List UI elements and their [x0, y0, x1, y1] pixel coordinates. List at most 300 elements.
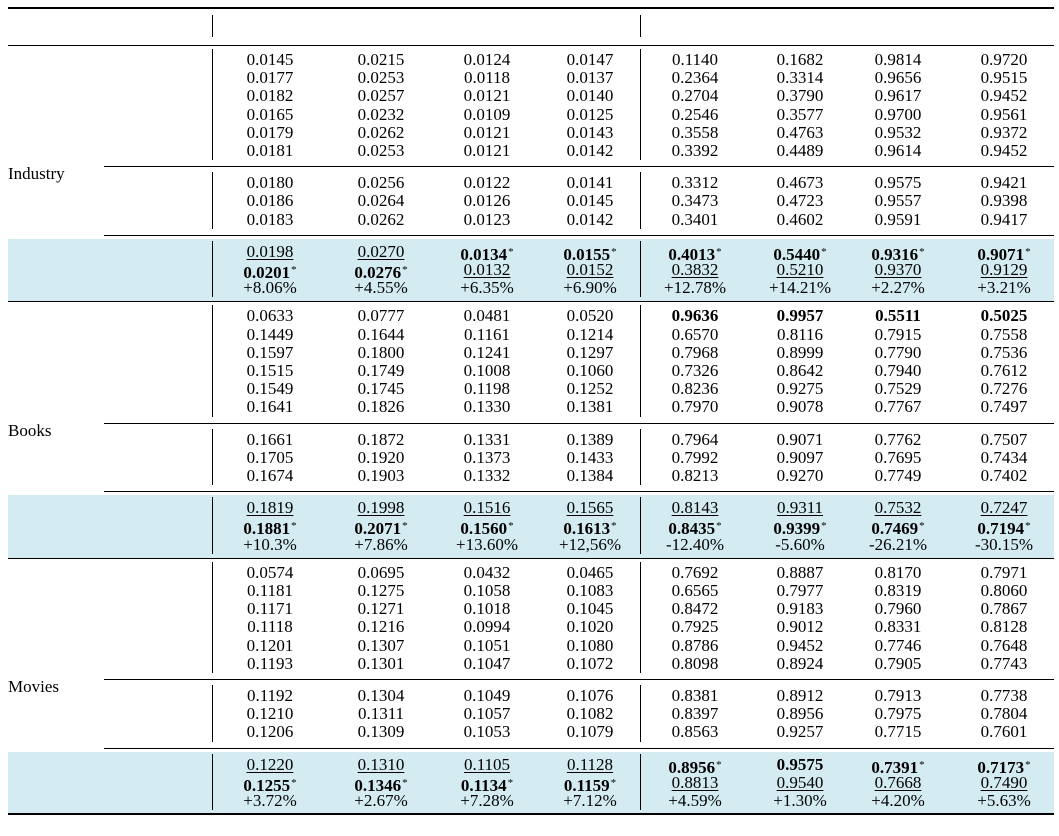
metric-value	[944, 467, 1059, 485]
metric-number: 0.1597	[246, 342, 294, 362]
metric-number: 0.6565	[671, 581, 719, 600]
metric-number: 0.0695	[357, 562, 405, 582]
significance-mark: *	[402, 264, 408, 276]
metric-number: 0.7743	[980, 653, 1028, 673]
metric-value	[530, 431, 650, 449]
metric-value	[210, 499, 330, 517]
metric-number: 0.2546	[671, 104, 719, 124]
metric-number: 0.9398	[980, 191, 1028, 211]
metric-number: 0.1171	[246, 599, 294, 619]
metric-value	[210, 564, 330, 582]
metric-value	[944, 637, 1059, 655]
metric-value	[838, 142, 958, 160]
metric-value	[635, 687, 755, 705]
metric-value	[944, 380, 1059, 398]
metric-value	[944, 326, 1059, 344]
metric-value	[210, 326, 330, 344]
metric-value	[530, 449, 650, 467]
metric-number: 0.1105	[463, 754, 511, 774]
metric-value	[635, 467, 755, 485]
metric-value	[427, 87, 547, 105]
metric-value	[210, 344, 330, 362]
metric-number: 0.8128	[980, 617, 1028, 637]
metric-number: 0.4763	[776, 122, 824, 142]
metric-number: 0.0270	[357, 241, 405, 261]
metric-value	[427, 467, 547, 485]
metric-number: 0.2364	[671, 68, 719, 88]
metric-value	[944, 499, 1059, 517]
metric-number: +6.90%	[563, 278, 617, 298]
metric-value	[838, 51, 958, 69]
metric-value	[838, 124, 958, 142]
bottom-rule	[8, 813, 1054, 815]
metric-number: 0.3790	[776, 86, 824, 106]
significance-mark: *	[611, 520, 617, 533]
metric-number: 0.1384	[566, 466, 614, 485]
metric-number: 0.7532	[874, 498, 922, 518]
metric-value	[635, 326, 755, 344]
metric-number: 0.1057	[463, 704, 511, 724]
metric-number: 0.7971	[980, 562, 1028, 582]
metric-value	[635, 618, 755, 636]
metric-value	[838, 723, 958, 741]
metric-value	[838, 69, 958, 87]
metric-value	[321, 380, 441, 398]
metric-value	[427, 398, 547, 416]
metric-value	[210, 431, 330, 449]
metric-value	[210, 51, 330, 69]
metric-number: 0.2704	[671, 86, 719, 106]
metric-value	[210, 87, 330, 105]
metric-value	[427, 431, 547, 449]
metric-number: 0.7326	[671, 361, 719, 380]
metric-number: 0.7391	[871, 757, 919, 777]
metric-value	[838, 792, 958, 810]
metric-number: 0.0215	[357, 50, 405, 69]
metric-number: 0.1449	[246, 324, 294, 344]
significance-mark: *	[291, 520, 297, 533]
metric-number: 0.0121	[463, 86, 511, 106]
metric-value	[530, 326, 650, 344]
column-separator	[640, 241, 641, 298]
metric-value	[210, 362, 330, 380]
group-separator	[104, 748, 1054, 749]
metric-value	[944, 564, 1059, 582]
metric-number: 0.1301	[357, 653, 405, 673]
metric-number: 0.0232	[357, 104, 405, 124]
metric-value	[838, 774, 958, 792]
metric-value	[427, 723, 547, 741]
metric-value	[944, 211, 1059, 229]
metric-number: 0.9078	[776, 397, 824, 417]
metric-value	[321, 687, 441, 705]
metric-value	[210, 536, 330, 554]
metric-number: -30.15%	[974, 534, 1034, 554]
metric-value	[635, 142, 755, 160]
metric-value	[210, 637, 330, 655]
column-separator	[212, 685, 213, 742]
metric-value	[635, 449, 755, 467]
metric-number: 0.8435	[668, 519, 716, 539]
metric-number: 0.9540	[776, 772, 824, 792]
metric-value	[427, 124, 547, 142]
metric-value	[944, 687, 1059, 705]
column-separator	[212, 562, 213, 673]
metric-number: 0.1047	[463, 653, 511, 673]
metric-value	[530, 174, 650, 192]
column-separator	[640, 305, 641, 416]
metric-number: 0.7601	[980, 722, 1028, 742]
metric-number: 0.3577	[776, 104, 824, 124]
metric-number: 0.9372	[980, 122, 1028, 142]
metric-number: 0.7558	[980, 324, 1028, 344]
metric-number: +2.27%	[871, 278, 925, 298]
metric-number: 0.8786	[671, 635, 719, 655]
metric-number: 0.7715	[874, 722, 922, 742]
column-separator	[212, 497, 213, 554]
metric-value	[321, 344, 441, 362]
metric-number: 0.9575	[776, 754, 824, 774]
metric-value	[321, 106, 441, 124]
metric-number: +3.72%	[243, 791, 297, 810]
metric-value	[944, 142, 1059, 160]
metric-value	[427, 792, 547, 810]
metric-number: 0.9814	[874, 50, 922, 69]
metric-number: 0.0201	[243, 263, 291, 282]
metric-number: 0.9656	[874, 68, 922, 88]
metric-number: 0.9617	[874, 86, 922, 106]
header-rule	[8, 45, 1054, 46]
metric-number: 0.7804	[980, 704, 1028, 724]
metric-value	[530, 637, 650, 655]
metric-value	[635, 174, 755, 192]
metric-number: 0.9515	[980, 68, 1028, 88]
column-separator	[212, 172, 213, 229]
metric-number: 0.1271	[357, 599, 405, 619]
metric-value	[427, 600, 547, 618]
metric-number: 0.7434	[980, 447, 1028, 467]
metric-number: 0.8143	[671, 498, 719, 518]
metric-value	[321, 655, 441, 673]
metric-value	[427, 637, 547, 655]
metric-value	[635, 705, 755, 723]
significance-mark: *	[919, 520, 925, 533]
metric-value	[530, 380, 650, 398]
metric-value	[944, 124, 1059, 142]
metric-number: 0.3558	[671, 122, 719, 142]
significance-mark: *	[919, 245, 925, 258]
metric-number: 0.9316	[871, 244, 919, 264]
metric-value	[321, 279, 441, 297]
metric-value	[838, 380, 958, 398]
metric-value	[944, 279, 1059, 297]
metric-number: 0.4673	[776, 173, 824, 193]
metric-value	[321, 174, 441, 192]
metric-number: 0.1255	[243, 775, 291, 795]
metric-number: 0.0134	[460, 244, 508, 264]
metric-number: 0.0152	[566, 260, 614, 279]
column-separator	[212, 305, 213, 416]
metric-value	[427, 687, 547, 705]
metric-value	[321, 326, 441, 344]
metric-value	[321, 756, 441, 774]
metric-number: 0.1198	[463, 379, 511, 399]
metric-number: 0.1045	[566, 599, 614, 619]
metric-value	[944, 705, 1059, 723]
group-separator	[104, 235, 1054, 236]
metric-number: 0.7915	[874, 324, 922, 344]
metric-value	[530, 124, 650, 142]
metric-value	[530, 261, 650, 279]
metric-number: 0.7497	[980, 397, 1028, 417]
metric-number: 0.1682	[776, 50, 824, 69]
metric-number: 0.1346	[354, 775, 402, 795]
metric-number: 0.7975	[874, 704, 922, 724]
metric-value	[210, 756, 330, 774]
metric-value	[321, 307, 441, 325]
metric-value	[530, 536, 650, 554]
significance-mark: *	[1025, 520, 1031, 533]
metric-value	[635, 51, 755, 69]
significance-mark: *	[291, 264, 297, 276]
metric-number: 0.7905	[874, 653, 922, 673]
metric-value	[838, 536, 958, 554]
metric-number: 0.1214	[566, 324, 614, 344]
metric-number: 0.7925	[671, 617, 719, 637]
section-rule	[8, 558, 1054, 559]
metric-number: 0.8098	[671, 653, 719, 673]
metric-number: 0.1193	[246, 653, 294, 673]
metric-value	[635, 600, 755, 618]
metric-value	[427, 344, 547, 362]
metric-value	[635, 307, 755, 325]
metric-value	[427, 51, 547, 69]
metric-value	[210, 398, 330, 416]
metric-number: 0.1560	[460, 519, 508, 539]
metric-number: 0.1082	[566, 704, 614, 724]
metric-number: 0.1201	[246, 635, 294, 655]
metric-value	[530, 467, 650, 485]
metric-number: 0.1060	[566, 361, 614, 380]
metric-value	[838, 705, 958, 723]
group-separator	[104, 679, 1054, 680]
metric-value	[838, 582, 958, 600]
metric-number: 0.3832	[671, 260, 719, 279]
metric-number: 0.7867	[980, 599, 1028, 619]
group-separator	[104, 423, 1054, 424]
metric-value	[530, 756, 650, 774]
dataset-label: Industry	[8, 164, 65, 184]
metric-number: 0.1310	[357, 754, 405, 774]
metric-number: 0.0181	[246, 141, 294, 160]
metric-number: 0.8912	[776, 686, 824, 705]
metric-value	[427, 307, 547, 325]
metric-number: 0.0262	[357, 122, 405, 142]
metric-value	[838, 192, 958, 210]
metric-number: 0.1644	[357, 324, 405, 344]
metric-value	[530, 106, 650, 124]
metric-number: +12.78%	[664, 278, 726, 298]
metric-value	[944, 261, 1059, 279]
metric-number: 0.0633	[246, 306, 294, 326]
metric-number: 0.9370	[874, 260, 922, 279]
metric-number: 0.7992	[671, 447, 719, 467]
column-separator	[640, 685, 641, 742]
metric-number: 0.1140	[671, 50, 719, 69]
metric-value	[321, 792, 441, 810]
column-separator	[212, 754, 213, 811]
metric-value	[210, 687, 330, 705]
metric-number: 0.7940	[874, 361, 922, 380]
metric-number: 0.8956	[776, 704, 824, 724]
metric-value	[944, 449, 1059, 467]
metric-value	[427, 564, 547, 582]
metric-number: 0.1331	[463, 429, 511, 449]
metric-number: 0.0264	[357, 191, 405, 211]
metric-number: 0.8319	[874, 581, 922, 600]
metric-number: 0.0465	[566, 562, 614, 582]
metric-number: 0.9129	[980, 260, 1028, 279]
metric-number: 0.0253	[357, 68, 405, 88]
metric-value	[944, 106, 1059, 124]
metric-value	[427, 211, 547, 229]
metric-value	[210, 69, 330, 87]
significance-mark: *	[291, 776, 297, 789]
significance-mark: *	[610, 776, 617, 789]
metric-value	[427, 705, 547, 723]
metric-number: 0.0180	[246, 173, 294, 193]
metric-number: 0.0124	[463, 50, 511, 69]
metric-value	[944, 362, 1059, 380]
metric-value	[321, 142, 441, 160]
metric-number: 0.0186	[246, 191, 294, 211]
metric-number: +4.20%	[871, 791, 925, 810]
metric-number: 0.1549	[246, 379, 294, 399]
column-separator	[640, 754, 641, 811]
metric-number: 0.1220	[246, 754, 294, 774]
metric-number: 0.1330	[463, 397, 511, 417]
metric-value	[635, 124, 755, 142]
metric-number: 0.8213	[671, 466, 719, 485]
metric-number: 0.1381	[566, 397, 614, 417]
metric-number: 0.8331	[874, 617, 922, 637]
metric-number: 0.1705	[246, 447, 294, 467]
metric-number: 0.6570	[671, 324, 719, 344]
metric-value	[210, 124, 330, 142]
metric-value	[944, 792, 1059, 810]
column-separator	[640, 429, 641, 486]
metric-value	[635, 192, 755, 210]
metric-number: 0.0141	[566, 173, 614, 193]
significance-mark: *	[507, 776, 514, 789]
column-separator	[212, 49, 213, 160]
metric-number: 0.1080	[566, 635, 614, 655]
metric-number: 0.1018	[463, 599, 511, 619]
metric-number: 0.1118	[247, 617, 293, 637]
metric-value	[838, 344, 958, 362]
metric-value	[530, 307, 650, 325]
metric-number: 0.1819	[246, 498, 294, 518]
metric-number: 0.1749	[357, 361, 405, 380]
metric-value	[838, 307, 958, 325]
metric-number: +4.59%	[668, 791, 722, 810]
metric-number: 0.0132	[463, 260, 511, 279]
metric-number: 0.1641	[246, 397, 294, 417]
significance-mark: *	[1025, 758, 1031, 771]
metric-number: 0.7276	[980, 379, 1028, 399]
significance-mark: *	[716, 245, 722, 258]
metric-value	[321, 582, 441, 600]
significance-mark: *	[716, 520, 722, 533]
metric-number: 0.9532	[874, 122, 922, 142]
metric-value	[321, 69, 441, 87]
metric-value	[838, 174, 958, 192]
metric-number: 0.1161	[463, 324, 511, 344]
metric-number: 0.0121	[463, 141, 511, 160]
metric-number: 0.1661	[246, 429, 294, 449]
metric-number: 0.1433	[566, 447, 614, 467]
metric-number: 0.0155	[563, 244, 611, 264]
metric-number: 0.7790	[874, 342, 922, 362]
metric-number: 0.0147	[566, 50, 614, 69]
metric-value	[838, 398, 958, 416]
metric-number: 0.9071	[776, 429, 824, 449]
metric-value	[838, 687, 958, 705]
metric-number: 0.1304	[357, 686, 405, 705]
metric-number: 0.1275	[357, 581, 405, 600]
metric-number: 0.1309	[357, 722, 405, 742]
metric-value	[944, 174, 1059, 192]
metric-value	[635, 564, 755, 582]
metric-value	[944, 774, 1059, 792]
metric-value	[635, 582, 755, 600]
metric-number: 0.0177	[246, 68, 294, 88]
metric-number: 0.7767	[874, 397, 922, 417]
metric-number: 0.3473	[671, 191, 719, 211]
metric-number: 0.1800	[357, 342, 405, 362]
metric-value	[635, 69, 755, 87]
metric-value	[635, 279, 755, 297]
metric-value	[427, 756, 547, 774]
metric-number: +8.06%	[243, 278, 297, 298]
metric-number: 0.1903	[357, 466, 405, 485]
metric-value	[210, 705, 330, 723]
metric-number: 0.9452	[776, 635, 824, 655]
metric-number: 0.0142	[566, 209, 614, 229]
metric-number: 0.0126	[463, 191, 511, 211]
metric-value	[321, 618, 441, 636]
metric-number: 0.9311	[776, 498, 824, 518]
metric-number: 0.7648	[980, 635, 1028, 655]
metric-value	[427, 536, 547, 554]
metric-value	[838, 431, 958, 449]
metric-number: 0.0432	[463, 562, 511, 582]
metric-number: 0.0182	[246, 86, 294, 106]
metric-number: 0.7738	[980, 686, 1028, 705]
metric-number: 0.7964	[671, 429, 719, 449]
group-separator	[104, 166, 1054, 167]
metric-value	[944, 655, 1059, 673]
metric-value	[635, 723, 755, 741]
metric-value	[321, 449, 441, 467]
metric-value	[944, 398, 1059, 416]
metric-value	[944, 307, 1059, 325]
metric-number: 0.1613	[563, 519, 611, 539]
significance-mark: *	[919, 758, 925, 771]
metric-number: 0.1311	[357, 704, 405, 724]
metric-number: +4.55%	[354, 278, 408, 298]
metric-value	[944, 536, 1059, 554]
